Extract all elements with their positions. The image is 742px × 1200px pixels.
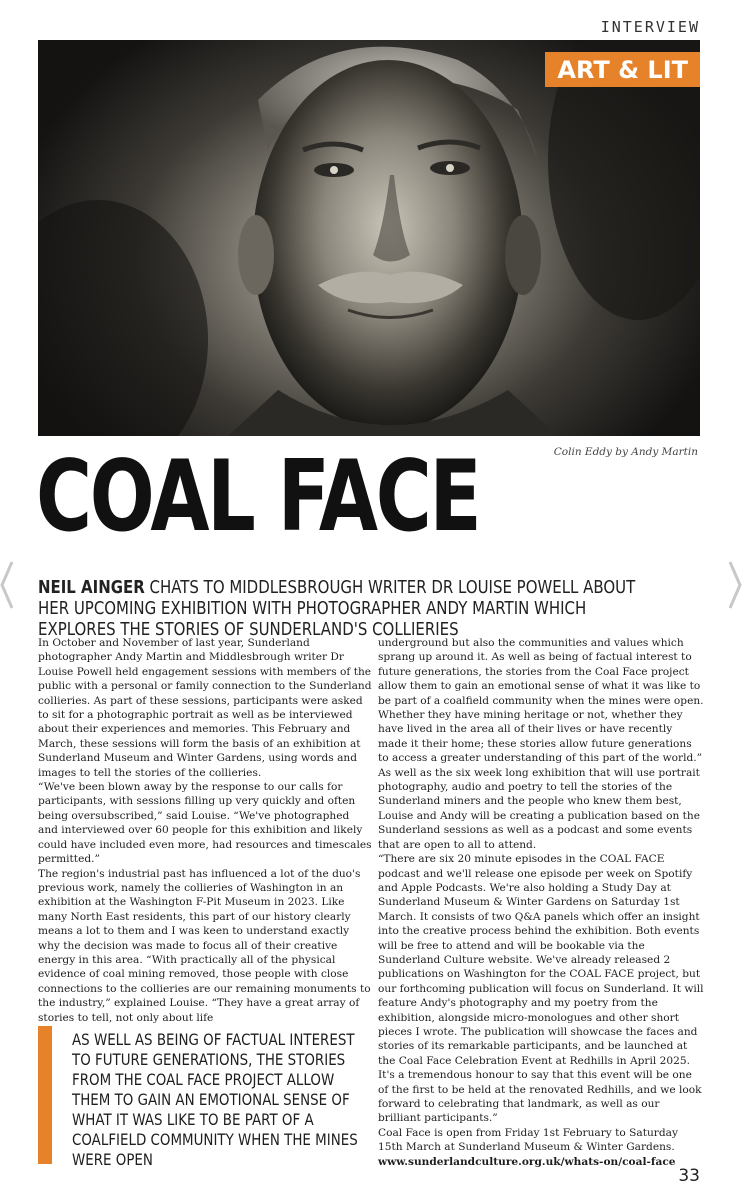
- event-link[interactable]: www.sunderlandculture.org.uk/whats-on/coal-face: [378, 1155, 676, 1168]
- body-paragraph: Coal Face is open from Friday 1st February to Saturday 15th March at Sunderland Museum & Winter Gardens.: [378, 1126, 678, 1154]
- pull-quote-bar: [38, 1026, 52, 1164]
- photo-caption: Colin Eddy by Andy Martin: [553, 446, 698, 458]
- body-column-left: [38, 636, 372, 1025]
- portrait-illustration: [38, 40, 700, 436]
- body-paragraph: “There are six 20 minute episodes in the COAL FACE podcast and we'll release one episode per week on Spotify and Apple Podcasts. We're also holding a Study Day at Sunderland Museum & Winter Gardens on Saturday 1st March. It consists of two Q&A panels which offer an insight into the creative process behind the exhibition. Both events will be free to attend and will be bookable via the Sunderland Culture website. We've already released 2 publications on Washington for the COAL FACE project, but our forthcoming publication will focus on Sunderland. It will feature Andy's photography and my poetry from the exhibition, alongside micro-monologues and other short pieces I wrote. The publication will showcase the faces and stories of its remarkable participants, and be launched at the Coal Face Celebration Event at Redhills in April 2025. It's a tremendous honour to say that this event will be one of the first to be held at the renovated Redhills, and we look forward to celebrating that landmark, as well as our brilliant participants.”: [378, 853, 704, 1125]
- body-paragraph: “We've been blown away by the response to our calls for participants, with sessions filling up very quickly and often being oversubscribed,” said Louise. “We've photographed and interviewed over 60 people for this exhibition and likely could have included even more, had resources and timescales permitted.”: [38, 781, 372, 866]
- standfirst: [38, 578, 654, 641]
- pull-quote-text: AS WELL AS BEING OF FACTUAL INTEREST TO FUTURE GENERATIONS, THE STORIES FROM THE COAL FACE PROJECT ALLOW THEM TO GAIN AN EMOTIONAL SENSE OF WHAT IT WAS LIKE TO BE PART OF A COALFIELD COMMUNITY WHEN THE MINES WERE OPEN: [72, 1031, 358, 1169]
- portrait-photo: [38, 40, 700, 436]
- next-page-arrow-icon[interactable]: [728, 560, 742, 610]
- body-paragraph: The region's industrial past has influenced a lot of the duo's previous work, namely the collieries of Washington in an exhibition at the Washington F-Pit Museum in 2023. Like many North East residents, this part of our history clearly means a lot to them and I was keen to understand exactly why the decision was made to focus all of their creative energy in this area. “With practically all of the physical evidence of coal mining removed, those people with close connections to the collieries are our remaining monuments to the industry,” explained Louise. “They have a great array of stories to tell, not only about life: [38, 867, 371, 1024]
- pull-quote: [38, 1026, 368, 1169]
- standfirst-text: CHATS TO MIDDLESBROUGH WRITER DR LOUISE POWELL ABOUT HER UPCOMING EXHIBITION WITH PHOTOGRAPHER ANDY MARTIN WHICH EXPLORES THE STORIES OF SUNDERLAND'S COLLIERIES: [38, 578, 636, 640]
- previous-page-arrow-icon[interactable]: [0, 560, 14, 610]
- article-headline: COAL FACE: [36, 440, 480, 554]
- body-column-right: [378, 636, 704, 1169]
- body-paragraph: underground but also the communities and values which sprang up around it. As well as being of factual interest to future generations, the stories from the Coal Face project allow them to gain an emotional sense of what it was like to be part of a coalfield community when the mines were open. Whether they have mining heritage or not, whether they have lived in the area all of their lives or have recently made it their home; these stories allow future generations to access a greater understanding of this part of the world.”: [378, 637, 704, 765]
- category-tag: ART & LIT: [545, 52, 700, 87]
- body-paragraph: As well as the six week long exhibition that will use portrait photography, audio and poetry to tell the stories of the Sunderland miners and the people who knew them best, Louise and Andy will be creating a publication based on the Sunderland sessions as well as a podcast and some events that are open to all to attend.: [378, 766, 700, 851]
- body-paragraph: In October and November of last year, Sunderland photographer Andy Martin and Middlesbrough writer Dr Louise Powell held engagement sessions with members of the public with a personal or family connection to the Sunderland collieries. As part of these sessions, participants were asked to sit for a photographic portrait as well as be interviewed about their experiences and memories. This February and March, these sessions will form the basis of an exhibition at Sunderland Museum and Winter Gardens, using words and images to tell the stories of the collieries.: [38, 637, 372, 779]
- section-label: INTERVIEW: [600, 18, 700, 36]
- page-number: 33: [678, 1166, 700, 1186]
- standfirst-author: NEIL AINGER: [38, 578, 145, 598]
